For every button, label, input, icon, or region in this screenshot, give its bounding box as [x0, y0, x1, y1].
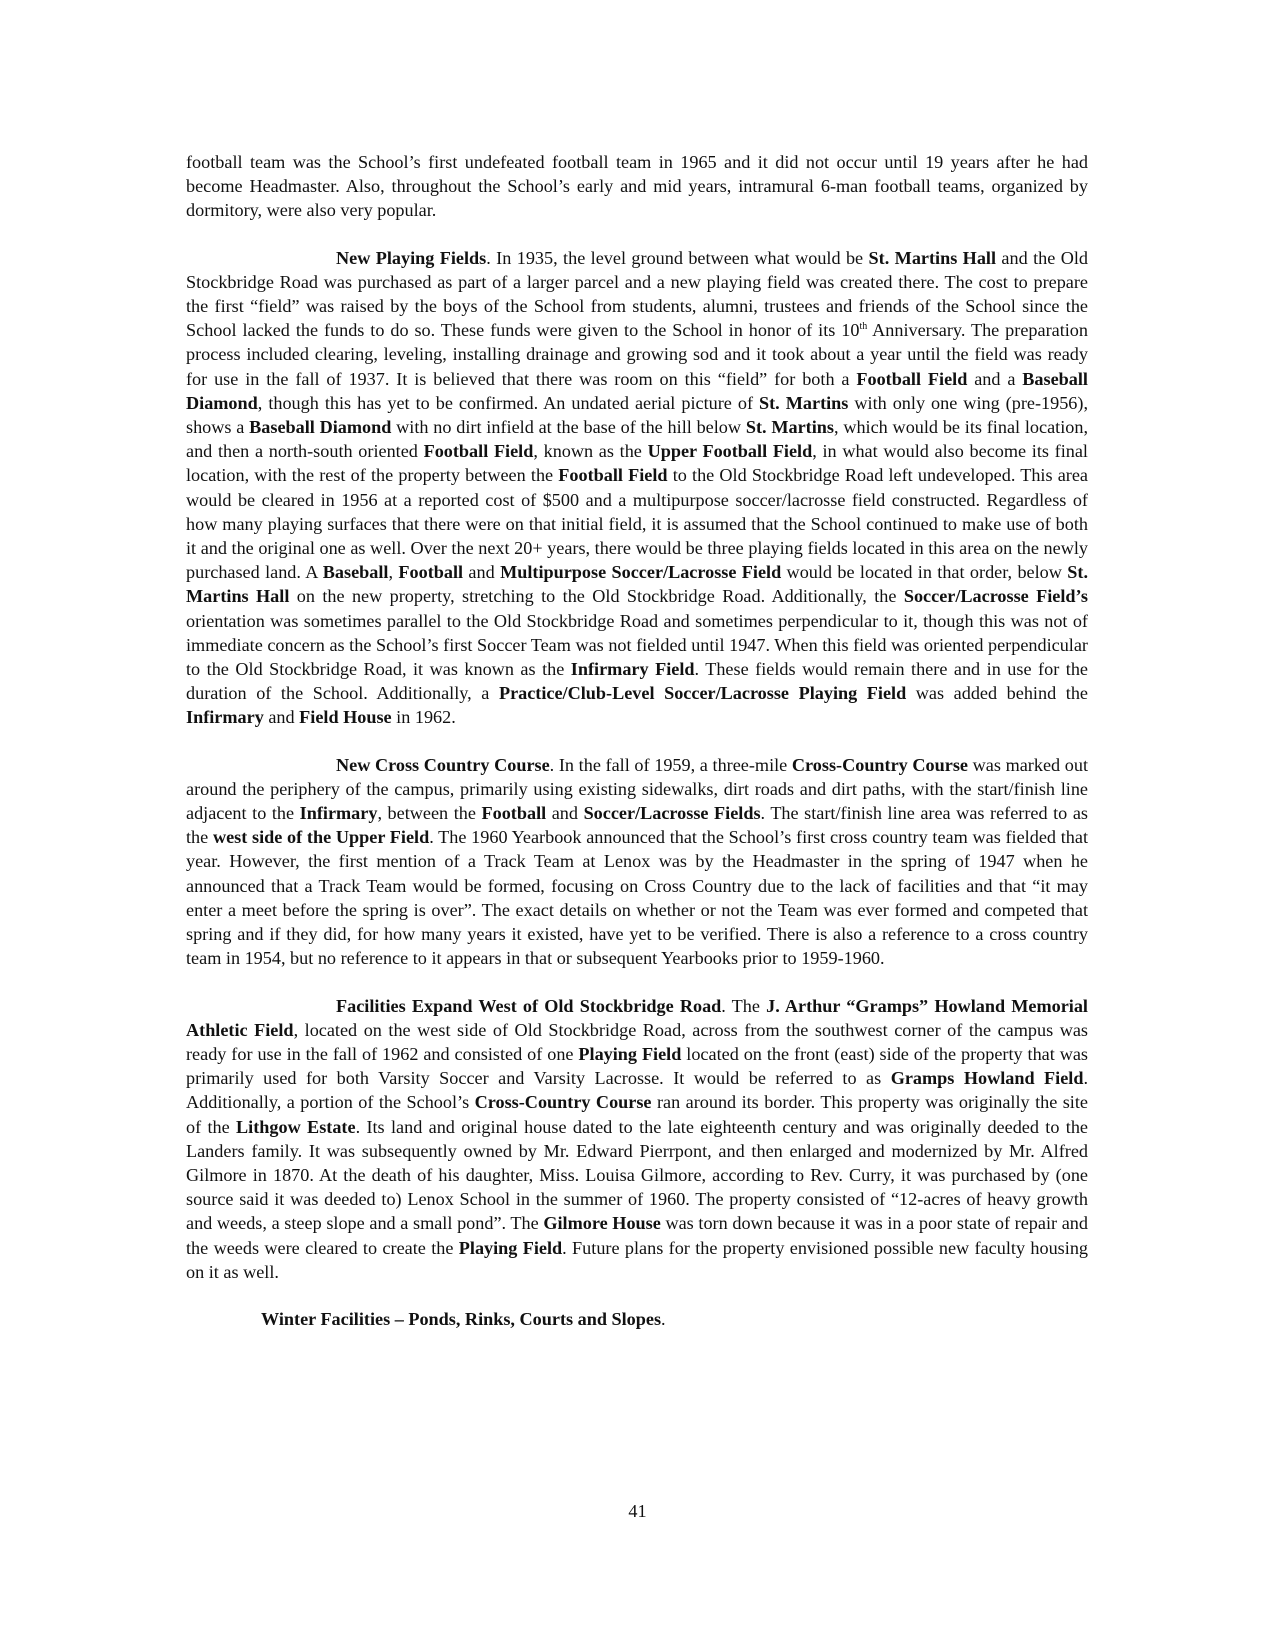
section-heading-facilities-expand-west: Facilities Expand West of Old Stockbridge Road: [336, 995, 722, 1016]
paragraph-new-cross-country-course: New Cross Country Course. In the fall of 1959, a three-mile Cross-Country Course was marked out around the periphery of the campus, primarily using existing sidewalks, dirt roads and dirt paths, with the start/finish line adjacent to the Infirmary, between the Football and Soccer/Lacrosse Fields. The start/finish line area was referred to as the west side of the Upper Field. The 1960 Yearbook announced that the School’s first cross country team was fielded that year. However, the first mention of a Track Team at Lenox was by the Headmaster in the spring of 1947 when he announced that a Track Team would be formed, focusing on Cross Country due to the lack of facilities and that “it may enter a meet before the spring is over”. The exact details on whether or not the Team was ever formed and competed that spring and if they did, for how many years it existed, have yet to be verified. There is also a reference to a cross country team in 1954, but no reference to it appears in that or subsequent Yearbooks prior to 1959-1960.: [186, 754, 1089, 969]
section-heading-new-playing-fields: New Playing Fields: [336, 247, 487, 268]
paragraph-winter-facilities: Winter Facilities – Ponds, Rinks, Courts and Slopes.: [261, 1308, 666, 1329]
paragraph-football-intro: [186, 150, 1088, 223]
document-body: [186, 150, 1088, 1331]
section-heading-winter-facilities: Winter Facilities – Ponds, Rinks, Courts and Slopes: [261, 1308, 662, 1329]
section-heading-new-cross-country-course: New Cross Country Course: [336, 754, 550, 775]
paragraph-new-playing-fields: New Playing Fields. In 1935, the level ground between what would be St. Martins Hall and the Old Stockbridge Road was purchased as part of a larger parcel and a new playing field was created there. The cost to prepare the first “field” was raised by the boys of the School from students, alumni, trustees and friends of the School since the School lacked the funds to do so. These funds were given to the School in honor of its 10th Anniversary. The preparation process included clearing, leveling, installing drainage and growing sod and it took about a year until the field was ready for use in the fall of 1937. It is believed that there was room on this “field” for both a Football Field and a Baseball Diamond, though this has yet to be confirmed. An undated aerial picture of St. Martins with only one wing (pre-1956), shows a Baseball Diamond with no dirt infield at the base of the hill below St. Martins, which would be its final location, and then a north-south oriented Football Field, known as the Upper Football Field, in what would also become its final location, with the rest of the property between the Football Field to the Old Stockbridge Road left undeveloped. This area would be cleared in 1956 at a reported cost of $500 and a multipurpose soccer/lacrosse field constructed. Regardless of how many playing surfaces that there were on that initial field, it is assumed that the School continued to make use of both it and the original one as well. Over the next 20+ years, there would be three playing fields located in this area on the newly purchased land. A Baseball, Football and Multipurpose Soccer/Lacrosse Field would be located in that order, below St. Martins Hall on the new property, stretching to the Old Stockbridge Road. Additionally, the Soccer/Lacrosse Field’s orientation was sometimes parallel to the Old Stockbridge Road and sometimes perpendicular to it, though this was not of immediate concern as the School’s first Soccer Team was not fielded until 1947. When this field was oriented perpendicular to the Old Stockbridge Road, it was known as the Infirmary Field. These fields would remain there and in use for the duration of the School. Additionally, a Practice/Club-Level Soccer/Lacrosse Playing Field was added behind the Infirmary and Field House in 1962.: [186, 247, 1089, 728]
paragraph-text: football team was the School’s first undefeated football team in 1965 and it did not occur until 19 years after he had become Headmaster. Also, throughout the School’s early and mid years, intramural 6-man football teams, organized by dormitory, were also very popular.: [186, 152, 1088, 221]
page-number: 41: [628, 1501, 647, 1521]
paragraph-facilities-expand-west: Facilities Expand West of Old Stockbridge Road. The J. Arthur “Gramps” Howland Memorial Athletic Field, located on the west side of Old Stockbridge Road, across from the southwest corner of the campus was ready for use in the fall of 1962 and consisted of one Playing Field located on the front (east) side of the property that was primarily used for both Varsity Soccer and Varsity Lacrosse. It would be referred to as Gramps Howland Field. Additionally, a portion of the School’s Cross-Country Course ran around its border. This property was originally the site of the Lithgow Estate. Its land and original house dated to the late eighteenth century and was originally deeded to the Landers family. It was subsequently owned by Mr. Edward Pierrpont, and then enlarged and modernized by Mr. Alfred Gilmore in 1870. At the death of his daughter, Miss. Louisa Gilmore, according to Rev. Curry, it was purchased by (one source said it was deeded to) Lenox School in the summer of 1960. The property consisted of “12-acres of heavy growth and weeds, a steep slope and a small pond”. The Gilmore House was torn down because it was in a poor state of repair and the weeds were cleared to create the Playing Field. Future plans for the property envisioned possible new faculty housing on it as well.: [186, 995, 1089, 1282]
